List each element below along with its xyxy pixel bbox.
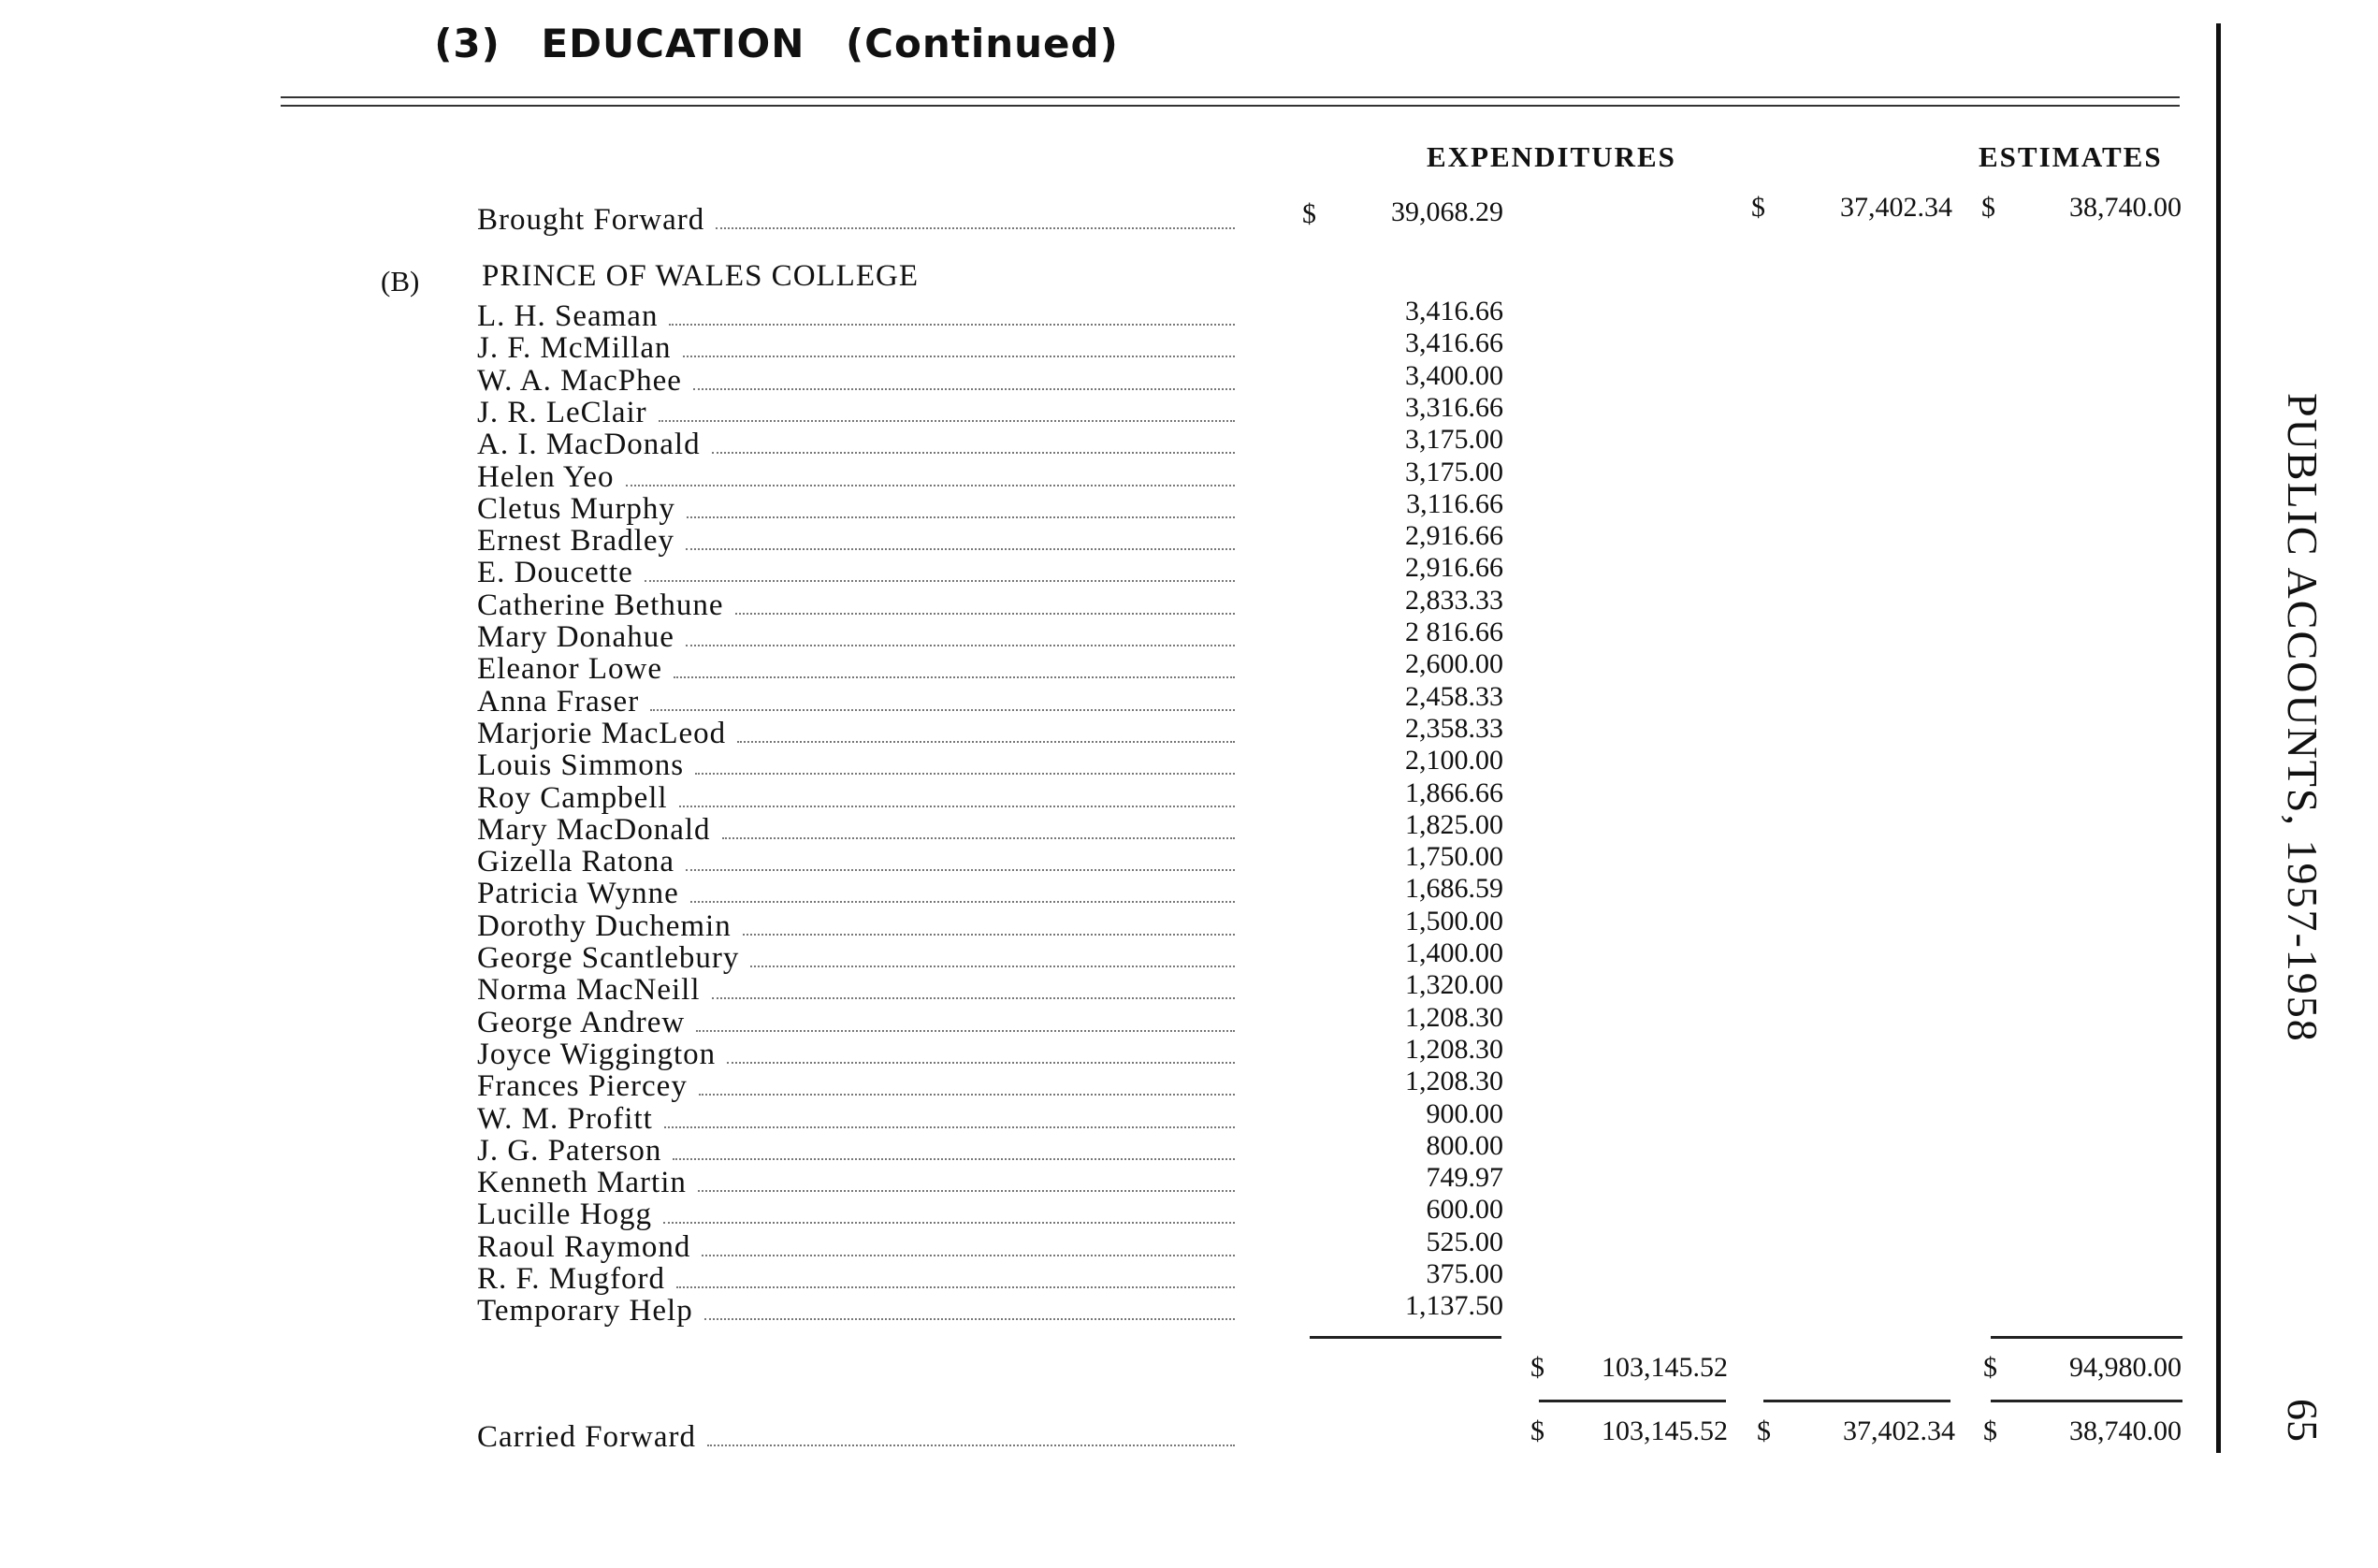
payee-name: Kenneth Martin	[477, 1166, 687, 1199]
payee-name: Raoul Raymond	[477, 1230, 691, 1264]
carried-forward-row	[477, 1420, 1235, 1452]
table-row	[477, 685, 1235, 717]
payee-name: Gizella Ratona	[477, 845, 675, 878]
section-title: PRINCE OF WALES COLLEGE	[482, 259, 919, 293]
title-main: EDUCATION	[541, 21, 805, 66]
total-underline	[1539, 1400, 1726, 1402]
table-row	[477, 748, 1235, 780]
payee-amount: 900.00	[1426, 1098, 1503, 1129]
carried-forward-label: Carried Forward	[477, 1420, 697, 1454]
table-row	[477, 428, 1235, 459]
section-subtotal-estimate: 94,980.00	[2069, 1352, 2182, 1383]
dot-leader	[707, 1424, 1235, 1446]
currency-symbol: $	[1981, 192, 1995, 223]
page-number: 65	[2279, 1399, 2327, 1442]
payee-amount: 2,358.33	[1405, 713, 1503, 744]
title-suffix: (Continued)	[845, 21, 1119, 66]
payee-name: Dorothy Duchemin	[477, 909, 732, 943]
payee-amount: 3,175.00	[1405, 457, 1503, 487]
expenditure-underline	[1310, 1336, 1501, 1339]
dot-leader	[669, 303, 1235, 326]
payee-amount: 2,600.00	[1405, 648, 1503, 679]
payee-amount: 3,316.66	[1405, 392, 1503, 423]
payee-amount: 1,208.30	[1405, 1066, 1503, 1096]
table-row	[477, 1198, 1235, 1229]
estimate-underline	[1991, 1336, 2182, 1339]
payee-name: Patricia Wynne	[477, 877, 679, 910]
payee-amount: 2,916.66	[1405, 552, 1503, 583]
payee-amount: 3,175.00	[1405, 424, 1503, 455]
table-row	[477, 1102, 1235, 1134]
dot-leader	[663, 1201, 1235, 1224]
brought-forward-prior-estimate: 37,402.34	[1840, 192, 1952, 223]
dot-leader	[695, 752, 1235, 775]
payee-name: George Scantlebury	[477, 941, 740, 975]
dot-leader	[750, 945, 1235, 967]
table-row	[477, 1230, 1235, 1262]
dot-leader	[743, 913, 1235, 936]
currency-symbol: $	[1302, 198, 1316, 229]
payee-name: W. M. Profitt	[477, 1102, 653, 1136]
currency-symbol: $	[1757, 1416, 1771, 1446]
total-underline	[1763, 1400, 1950, 1402]
brought-forward-label: Brought Forward	[477, 203, 705, 237]
table-row	[477, 781, 1235, 813]
estimates-heading: ESTIMATES	[1979, 140, 2163, 173]
section-number: (3)	[434, 21, 500, 66]
table-row	[477, 941, 1235, 973]
payee-name: Marjorie MacLeod	[477, 717, 727, 750]
currency-symbol: $	[1751, 192, 1765, 223]
currency-symbol: $	[1983, 1416, 1997, 1446]
table-row	[477, 1134, 1235, 1166]
table-row	[477, 909, 1235, 941]
table-row	[477, 1038, 1235, 1069]
payee-amount: 525.00	[1426, 1227, 1503, 1257]
table-row	[477, 973, 1235, 1005]
payee-amount: 2 816.66	[1405, 617, 1503, 647]
dot-leader	[722, 817, 1235, 839]
brought-forward-expenditure: 39,068.29	[1391, 196, 1503, 227]
dot-leader	[645, 559, 1235, 582]
payee-name: Louis Simmons	[477, 748, 685, 782]
header-rule-top	[281, 96, 2180, 98]
payee-amount: 1,208.30	[1405, 1002, 1503, 1033]
payee-amount: 1,400.00	[1405, 937, 1503, 968]
table-row	[477, 845, 1235, 877]
table-row	[477, 717, 1235, 748]
running-head: PUBLIC ACCOUNTS, 1957-1958	[2279, 393, 2327, 1043]
page-title	[0, 21, 1553, 66]
payee-name: Norma MacNeill	[477, 973, 701, 1007]
dot-leader	[696, 1009, 1235, 1032]
payee-name: L. H. Seaman	[477, 299, 659, 333]
payee-name: Helen Yeo	[477, 460, 615, 494]
payee-name: Joyce Wiggington	[477, 1038, 717, 1071]
table-row	[477, 1166, 1235, 1198]
margin-rule	[2216, 23, 2221, 1453]
dot-leader	[690, 880, 1235, 903]
payee-name: Frances Piercey	[477, 1069, 688, 1103]
table-row	[477, 524, 1235, 556]
payee-amount: 800.00	[1426, 1130, 1503, 1161]
payee-name: Anna Fraser	[477, 685, 640, 719]
payee-amount: 2,916.66	[1405, 520, 1503, 551]
header-rule-bottom	[281, 105, 2180, 107]
table-row	[477, 492, 1235, 524]
payee-amount: 1,500.00	[1405, 906, 1503, 936]
payee-name: Lucille Hogg	[477, 1198, 653, 1231]
table-row	[477, 364, 1235, 396]
payee-amount: 1,750.00	[1405, 841, 1503, 872]
dot-leader	[664, 1106, 1235, 1128]
table-row	[477, 1006, 1235, 1038]
payee-amount: 1,208.30	[1405, 1034, 1503, 1065]
dot-leader	[727, 1041, 1235, 1064]
dot-leader	[686, 624, 1235, 646]
table-row	[477, 299, 1235, 331]
dot-leader	[686, 528, 1235, 550]
brought-forward-estimate: 38,740.00	[2069, 192, 2182, 223]
payee-amount: 1,825.00	[1405, 809, 1503, 840]
payee-amount: 1,137.50	[1405, 1290, 1503, 1321]
dot-leader	[716, 207, 1235, 229]
dot-leader	[712, 977, 1235, 999]
table-row	[477, 620, 1235, 652]
payee-amount: 1,320.00	[1405, 969, 1503, 1000]
table-row	[477, 556, 1235, 588]
brought-forward-row	[477, 203, 1235, 235]
carried-forward-expenditure: 103,145.52	[1602, 1416, 1728, 1446]
payee-name: Eleanor Lowe	[477, 652, 662, 686]
dot-leader	[737, 720, 1235, 743]
payee-amount: 2,458.33	[1405, 681, 1503, 712]
table-row	[477, 460, 1235, 492]
dot-leader	[699, 1073, 1235, 1096]
dot-leader	[702, 1234, 1235, 1256]
payee-name: E. Doucette	[477, 556, 633, 589]
carried-forward-estimate: 38,740.00	[2069, 1416, 2182, 1446]
payee-name: Roy Campbell	[477, 781, 668, 815]
dot-leader	[659, 399, 1235, 422]
payee-amount: 3,416.66	[1405, 296, 1503, 327]
payee-name: Mary MacDonald	[477, 813, 711, 847]
payee-name: J. F. McMillan	[477, 331, 672, 365]
payee-amount: 1,866.66	[1405, 777, 1503, 808]
dot-leader	[650, 689, 1235, 711]
payee-amount: 2,100.00	[1405, 745, 1503, 776]
dot-leader	[686, 849, 1235, 871]
payee-amount: 3,416.66	[1405, 327, 1503, 358]
payee-name: Ernest Bradley	[477, 524, 675, 558]
dot-leader	[683, 335, 1235, 357]
table-row	[477, 1069, 1235, 1101]
payee-name: Mary Donahue	[477, 620, 674, 654]
dot-leader	[679, 785, 1235, 807]
dot-leader	[712, 431, 1235, 454]
total-underline	[1991, 1400, 2182, 1402]
table-row	[477, 652, 1235, 684]
payee-amount: 600.00	[1426, 1194, 1503, 1225]
dot-leader	[698, 1169, 1235, 1192]
carried-forward-prior-estimate: 37,402.34	[1843, 1416, 1955, 1446]
table-row	[477, 588, 1235, 620]
currency-symbol: $	[1530, 1416, 1544, 1446]
dot-leader	[704, 1298, 1235, 1320]
table-row	[477, 1294, 1235, 1326]
table-row	[477, 813, 1235, 845]
payee-name: J. R. LeClair	[477, 396, 647, 429]
dot-leader	[674, 656, 1235, 678]
dot-leader	[687, 496, 1235, 518]
table-row	[477, 396, 1235, 428]
payee-amount: 3,400.00	[1405, 360, 1503, 391]
dot-leader	[693, 368, 1235, 390]
section-letter: (B)	[381, 265, 420, 298]
table-row	[477, 331, 1235, 363]
section-subtotal: 103,145.52	[1602, 1352, 1728, 1383]
payee-name: Temporary Help	[477, 1294, 693, 1328]
currency-symbol: $	[1530, 1352, 1544, 1383]
payee-amount: 1,686.59	[1405, 873, 1503, 904]
payee-name: George Andrew	[477, 1006, 686, 1039]
dot-leader	[676, 1266, 1235, 1288]
payee-name: W. A. MacPhee	[477, 364, 682, 398]
expenditures-heading: EXPENDITURES	[1427, 140, 1676, 173]
payee-amount: 3,116.66	[1406, 488, 1503, 519]
currency-symbol: $	[1983, 1352, 1997, 1383]
dot-leader	[626, 464, 1236, 486]
payee-amount: 749.97	[1426, 1162, 1503, 1193]
table-row	[477, 877, 1235, 908]
table-row	[477, 1262, 1235, 1294]
payee-name: R. F. Mugford	[477, 1262, 666, 1296]
payee-name: J. G. Paterson	[477, 1134, 662, 1168]
dot-leader	[735, 592, 1235, 615]
payee-name: Cletus Murphy	[477, 492, 675, 526]
dot-leader	[673, 1138, 1235, 1160]
payee-amount: 2,833.33	[1405, 585, 1503, 616]
payee-name: Catherine Bethune	[477, 588, 724, 622]
payee-amount: 375.00	[1426, 1258, 1503, 1289]
payee-name: A. I. MacDonald	[477, 428, 701, 461]
